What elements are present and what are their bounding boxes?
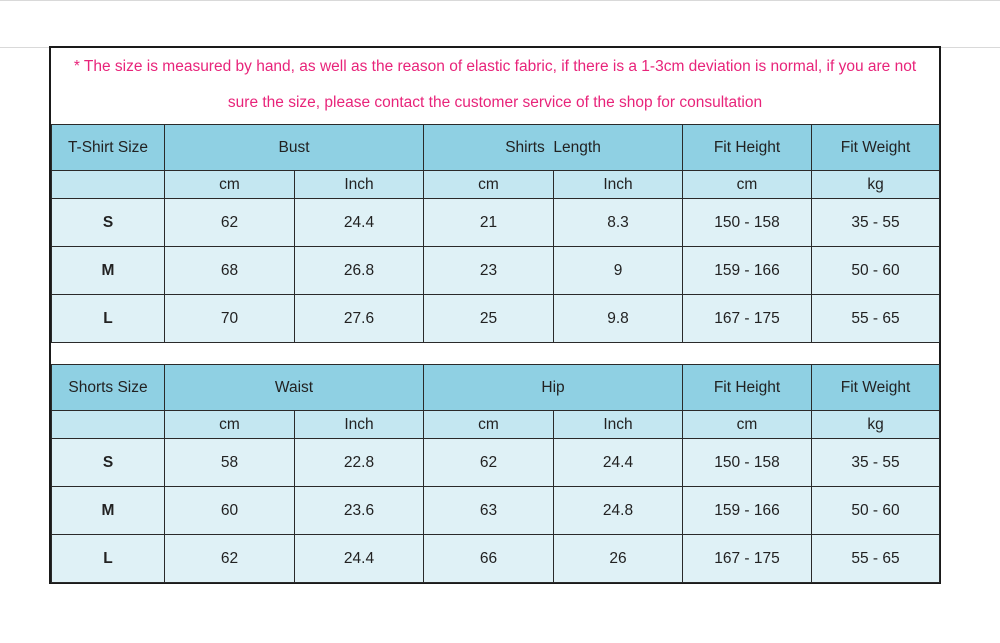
table-cell: 167 - 175 bbox=[683, 295, 812, 343]
table-cell: 50 - 60 bbox=[812, 247, 940, 295]
size-label: S bbox=[52, 439, 165, 487]
table-cell: 8.3 bbox=[554, 199, 683, 247]
table-cell: 35 - 55 bbox=[812, 199, 940, 247]
table-cell: 24.8 bbox=[554, 487, 683, 535]
unit-cell bbox=[52, 171, 165, 199]
table-cell: 60 bbox=[165, 487, 295, 535]
table-cell: 9.8 bbox=[554, 295, 683, 343]
size-label: L bbox=[52, 535, 165, 583]
table-cell: 55 - 65 bbox=[812, 295, 940, 343]
table-row bbox=[52, 199, 940, 247]
unit-cell: cm bbox=[683, 171, 812, 199]
table-cell: 26 bbox=[554, 535, 683, 583]
shorts-size-header: Shorts Size bbox=[52, 365, 165, 411]
unit-row bbox=[52, 171, 940, 199]
size-label: L bbox=[52, 295, 165, 343]
unit-cell: cm bbox=[165, 171, 295, 199]
tshirt-size-header: T-Shirt Size bbox=[52, 125, 165, 171]
table-cell: 150 - 158 bbox=[683, 439, 812, 487]
fit-weight-header: Fit Weight bbox=[812, 125, 940, 171]
table-cell: 58 bbox=[165, 439, 295, 487]
table-cell: 21 bbox=[424, 199, 554, 247]
unit-row bbox=[52, 411, 940, 439]
unit-cell: kg bbox=[812, 411, 940, 439]
unit-cell bbox=[52, 411, 165, 439]
notice-line-2: sure the size, please contact the customer service of the shop for consultation bbox=[227, 94, 763, 111]
unit-cell: Inch bbox=[295, 411, 424, 439]
unit-cell: cm bbox=[165, 411, 295, 439]
table-cell: 50 - 60 bbox=[812, 487, 940, 535]
table-cell: 62 bbox=[424, 439, 554, 487]
table-cell: 23.6 bbox=[295, 487, 424, 535]
table-cell: 68 bbox=[165, 247, 295, 295]
unit-cell: Inch bbox=[554, 411, 683, 439]
table-cell: 25 bbox=[424, 295, 554, 343]
table-cell: 9 bbox=[554, 247, 683, 295]
fit-height-header: Fit Height bbox=[683, 365, 812, 411]
table-cell: 62 bbox=[165, 199, 295, 247]
fit-height-header: Fit Height bbox=[683, 125, 812, 171]
table-row bbox=[52, 247, 940, 295]
table-cell: 26.8 bbox=[295, 247, 424, 295]
tshirt-size-table bbox=[51, 124, 940, 343]
notice-line-1: * The size is measured by hand, as well as the reason of elastic fabric, if there is a 1-3cm deviation is normal, if you are not bbox=[73, 58, 917, 75]
table-row bbox=[52, 295, 940, 343]
table-spacer bbox=[51, 344, 939, 364]
table-row bbox=[52, 487, 940, 535]
table-cell: 66 bbox=[424, 535, 554, 583]
table-row bbox=[52, 439, 940, 487]
table-header-row bbox=[52, 125, 940, 171]
table-cell: 159 - 166 bbox=[683, 487, 812, 535]
table-cell: 22.8 bbox=[295, 439, 424, 487]
table-cell: 63 bbox=[424, 487, 554, 535]
table-cell: 55 - 65 bbox=[812, 535, 940, 583]
size-notice bbox=[51, 48, 939, 124]
table-row bbox=[52, 535, 940, 583]
size-chart bbox=[49, 46, 941, 584]
table-cell: 24.4 bbox=[554, 439, 683, 487]
fit-weight-header: Fit Weight bbox=[812, 365, 940, 411]
table-cell: 159 - 166 bbox=[683, 247, 812, 295]
size-label: S bbox=[52, 199, 165, 247]
table-cell: 35 - 55 bbox=[812, 439, 940, 487]
shirts-length-header: Shirts Length bbox=[424, 125, 683, 171]
table-header-row bbox=[52, 365, 940, 411]
unit-cell: Inch bbox=[554, 171, 683, 199]
top-divider bbox=[0, 0, 1000, 48]
unit-cell: Inch bbox=[295, 171, 424, 199]
table-cell: 150 - 158 bbox=[683, 199, 812, 247]
unit-cell: cm bbox=[424, 411, 554, 439]
unit-cell: cm bbox=[424, 171, 554, 199]
size-label: M bbox=[52, 487, 165, 535]
hip-header: Hip bbox=[424, 365, 683, 411]
unit-cell: cm bbox=[683, 411, 812, 439]
table-cell: 24.4 bbox=[295, 535, 424, 583]
bust-header: Bust bbox=[165, 125, 424, 171]
shorts-size-table bbox=[51, 364, 940, 583]
table-cell: 24.4 bbox=[295, 199, 424, 247]
table-cell: 27.6 bbox=[295, 295, 424, 343]
size-label: M bbox=[52, 247, 165, 295]
table-cell: 62 bbox=[165, 535, 295, 583]
waist-header: Waist bbox=[165, 365, 424, 411]
table-cell: 23 bbox=[424, 247, 554, 295]
unit-cell: kg bbox=[812, 171, 940, 199]
table-cell: 70 bbox=[165, 295, 295, 343]
table-cell: 167 - 175 bbox=[683, 535, 812, 583]
